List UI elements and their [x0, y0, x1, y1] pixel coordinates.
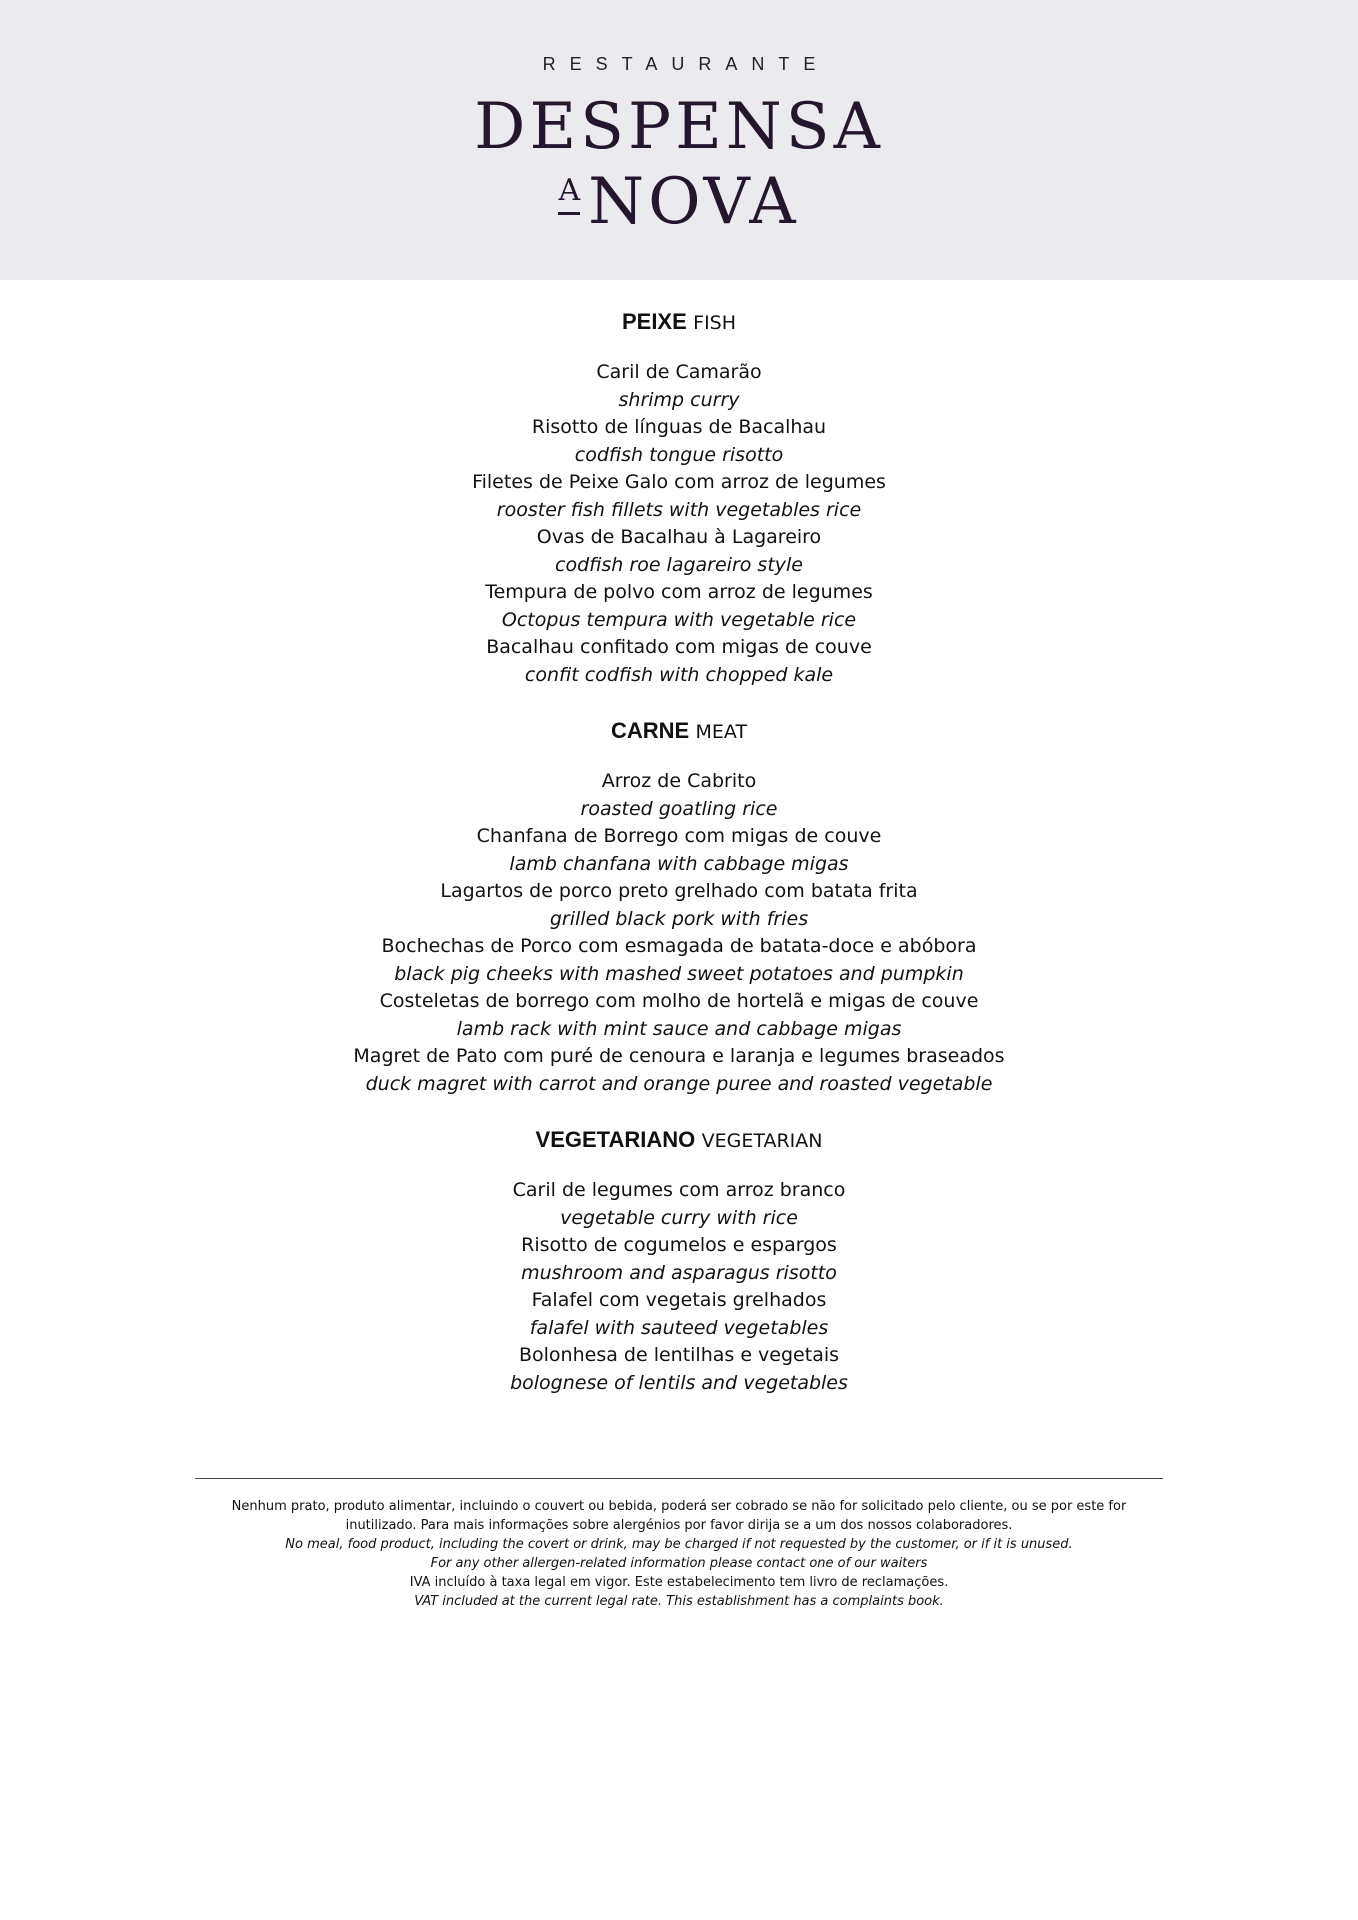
- brand-subtitle: RESTAURANTE: [542, 54, 830, 74]
- dish-name-en: lamb chanfana with cabbage migas: [509, 852, 849, 875]
- dish-item: [0, 414, 1358, 469]
- dish-name-en: codfish roe lagareiro style: [555, 553, 803, 576]
- section-title-pt: VEGETARIANO: [535, 1127, 696, 1152]
- brand-name-line1: DESPENSA: [474, 90, 884, 164]
- section-vegetarian: [0, 1122, 1358, 1397]
- footer-divider: [195, 1478, 1163, 1479]
- section-title-en: VEGETARIAN: [701, 1130, 823, 1152]
- dish-name-pt: Costeletas de borrego com molho de hortelã e migas de couve: [379, 990, 979, 1012]
- section-title: [0, 304, 1358, 341]
- dish-name-en: shrimp curry: [618, 388, 740, 411]
- dish-item: [0, 1287, 1358, 1342]
- dish-name-en: confit codfish with chopped kale: [524, 663, 834, 686]
- dish-name-pt: Bacalhau confitado com migas de couve: [486, 636, 872, 658]
- dish-name-pt: Caril de legumes com arroz branco: [512, 1179, 846, 1201]
- dish-item: [0, 1043, 1358, 1098]
- dish-name-pt: Chanfana de Borrego com migas de couve: [476, 825, 882, 847]
- section-fish: [0, 304, 1358, 689]
- footer-line-en: VAT included at the current legal rate. This establishment has a complaints book.: [414, 1594, 944, 1609]
- dish-name-pt: Magret de Pato com puré de cenoura e laranja e legumes braseados: [353, 1045, 1005, 1067]
- dish-name-pt: Bochechas de Porco com esmagada de batata-doce e abóbora: [381, 935, 977, 957]
- dish-name-pt: Risotto de línguas de Bacalhau: [531, 416, 827, 438]
- dish-name-pt: Ovas de Bacalhau à Lagareiro: [536, 526, 822, 548]
- dish-name-pt: Caril de Camarão: [596, 361, 762, 383]
- dish-name-pt: Bolonhesa de lentilhas e vegetais: [518, 1344, 840, 1366]
- dish-item: [0, 1177, 1358, 1232]
- footer-line-pt: Nenhum prato, produto alimentar, incluindo o couvert ou bebida, poderá ser cobrado se não for solicitado pelo cliente, ou se por este for inutilizado. Para mais informações sobre alergénios por favor dirija se a um dos nossos colaboradores.: [231, 1499, 1127, 1533]
- dish-item: [0, 988, 1358, 1043]
- dish-name-en: Octopus tempura with vegetable rice: [501, 608, 857, 631]
- dish-name-pt: Filetes de Peixe Galo com arroz de legumes: [472, 471, 886, 493]
- dish-item: [0, 933, 1358, 988]
- dish-name-en: vegetable curry with rice: [560, 1206, 798, 1229]
- section-title: [0, 713, 1358, 750]
- dish-item: [0, 1342, 1358, 1397]
- dish-item: [0, 768, 1358, 823]
- dish-name-en: mushroom and asparagus risotto: [521, 1261, 837, 1284]
- section-title: [0, 1122, 1358, 1159]
- dish-item: [0, 579, 1358, 634]
- header-banner: [0, 0, 1358, 280]
- dish-item: [0, 634, 1358, 689]
- dish-item: [0, 1232, 1358, 1287]
- dish-item: [0, 524, 1358, 579]
- dish-name-en: roasted goatling rice: [580, 797, 778, 820]
- dish-name-pt: Lagartos de porco preto grelhado com batata frita: [440, 880, 918, 902]
- section-title-pt: PEIXE: [621, 309, 687, 334]
- footer-notice: [210, 1497, 1148, 1611]
- footer-line-en: For any other allergen-related information please contact one of our waiters: [430, 1556, 928, 1571]
- dish-name-pt: Arroz de Cabrito: [601, 770, 757, 792]
- dish-name-en: rooster fish fillets with vegetables rice: [496, 498, 862, 521]
- dish-name-en: falafel with sauteed vegetables: [529, 1316, 829, 1339]
- dish-name-en: codfish tongue risotto: [574, 443, 784, 466]
- section-title-en: FISH: [693, 312, 737, 334]
- dish-name-en: grilled black pork with fries: [549, 907, 809, 930]
- footer-line-pt: IVA incluído à taxa legal em vigor. Este estabelecimento tem livro de reclamações.: [409, 1575, 949, 1590]
- brand-name-prefix: A: [558, 176, 580, 215]
- section-title-pt: CARNE: [610, 718, 690, 743]
- dish-name-en: black pig cheeks with mashed sweet potatoes and pumpkin: [394, 962, 964, 985]
- dish-name-en: bolognese of lentils and vegetables: [510, 1371, 848, 1394]
- footer-line-en: No meal, food product, including the covert or drink, may be charged if not requested by the customer, or if it is unused.: [285, 1537, 1073, 1552]
- brand-name-word: NOVA: [588, 165, 800, 239]
- section-title-en: MEAT: [695, 721, 748, 743]
- dish-name-pt: Falafel com vegetais grelhados: [531, 1289, 827, 1311]
- brand-name-line2: [0, 165, 1358, 239]
- dish-item: [0, 823, 1358, 878]
- dish-name-en: lamb rack with mint sauce and cabbage migas: [456, 1017, 902, 1040]
- dish-item: [0, 469, 1358, 524]
- dish-name-pt: Risotto de cogumelos e espargos: [521, 1234, 837, 1256]
- dish-item: [0, 359, 1358, 414]
- dish-item: [0, 878, 1358, 933]
- dish-name-pt: Tempura de polvo com arroz de legumes: [485, 581, 873, 603]
- menu: [0, 304, 1358, 1421]
- dish-name-en: duck magret with carrot and orange puree and roasted vegetable: [365, 1072, 993, 1095]
- section-meat: [0, 713, 1358, 1098]
